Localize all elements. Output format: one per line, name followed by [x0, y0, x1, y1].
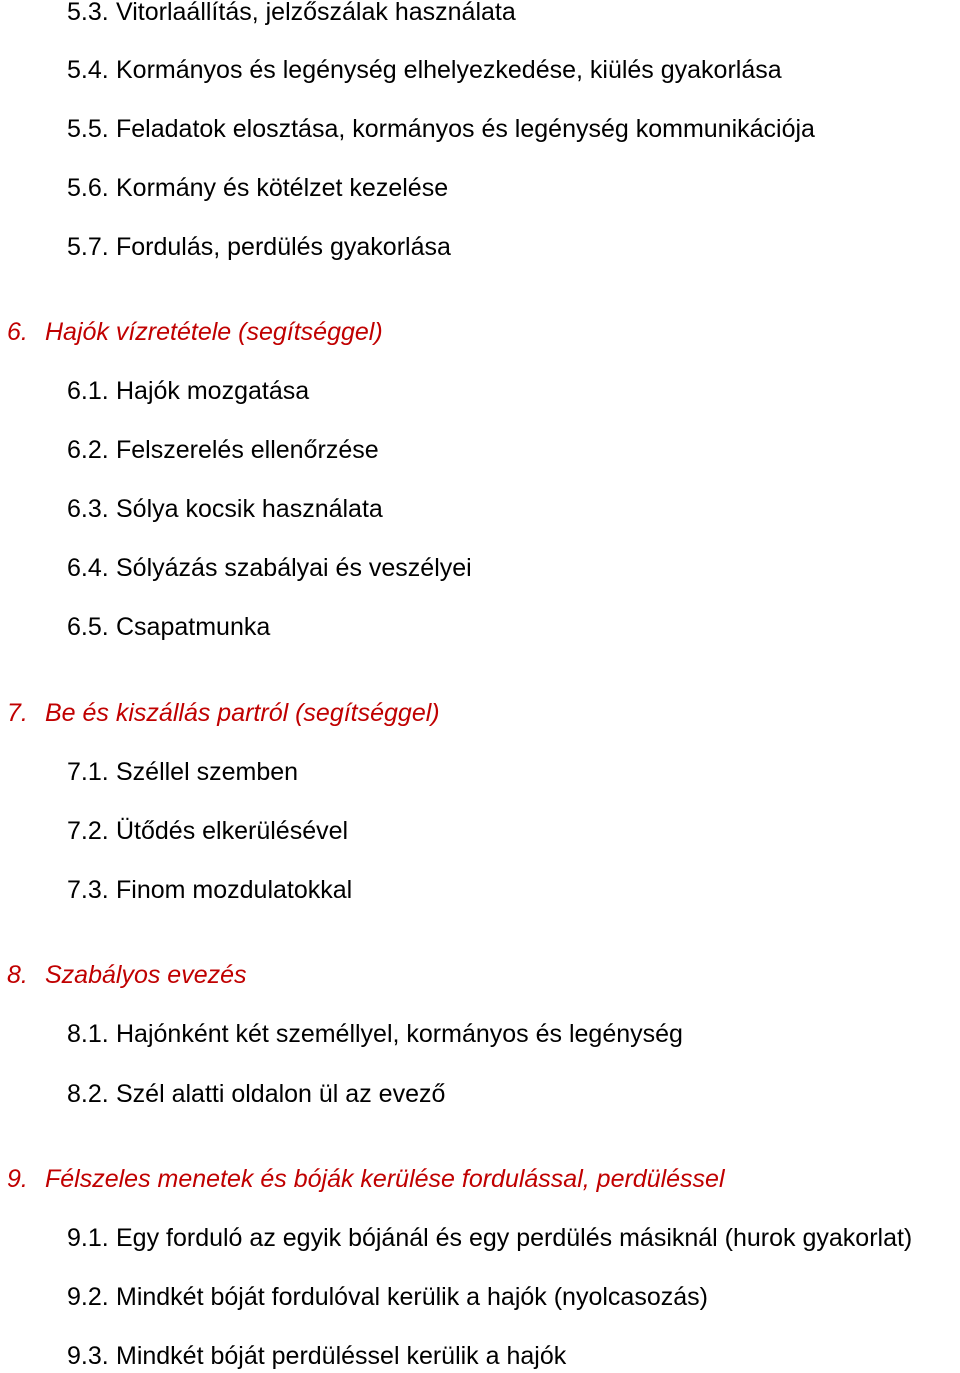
- item-text: Finom mozdulatokkal: [116, 876, 353, 904]
- section-title: Be és kiszállás partról (segítséggel): [45, 699, 440, 727]
- item-text: Hajók mozgatása: [116, 377, 310, 405]
- item-text: Felszerelés ellenőrzése: [116, 436, 379, 464]
- item-text: Sólya kocsik használata: [116, 495, 383, 523]
- item-number: 9.2.: [67, 1283, 109, 1311]
- item-text: Kormány és kötélzet kezelése: [116, 174, 449, 202]
- item-text: Csapatmunka: [116, 613, 271, 641]
- item-number: 9.3.: [67, 1342, 109, 1370]
- item-text: Feladatok elosztása, kormányos és legénység kommunikációja: [116, 115, 815, 143]
- section-number: 8.: [7, 961, 28, 989]
- section-title: Szabályos evezés: [45, 961, 247, 989]
- item-text: Kormányos és legénység elhelyezkedése, kiülés gyakorlása: [116, 56, 782, 84]
- item-number: 6.1.: [67, 377, 109, 405]
- item-number: 7.1.: [67, 758, 109, 786]
- item-number: 6.4.: [67, 554, 109, 582]
- section-number: 7.: [7, 699, 28, 727]
- item-number: 5.5.: [67, 115, 109, 143]
- item-number: 6.3.: [67, 495, 109, 523]
- section-number: 6.: [7, 318, 28, 346]
- item-number: 9.1.: [67, 1224, 109, 1252]
- section-title: Félszeles menetek és bóják kerülése fordulással, perdüléssel: [45, 1165, 725, 1193]
- item-number: 6.5.: [67, 613, 109, 641]
- item-number: 7.2.: [67, 817, 109, 845]
- item-number: 8.2.: [67, 1080, 109, 1108]
- item-number: 7.3.: [67, 876, 109, 904]
- item-text: Fordulás, perdülés gyakorlása: [116, 233, 451, 261]
- item-text: Mindkét bóját fordulóval kerülik a hajók (nyolcasozás): [116, 1283, 708, 1311]
- item-text: Mindkét bóját perdüléssel kerülik a hajók: [116, 1342, 567, 1370]
- item-number: 5.4.: [67, 56, 109, 84]
- item-text: Sólyázás szabályai és veszélyei: [116, 554, 472, 582]
- item-number: 5.6.: [67, 174, 109, 202]
- section-title: Hajók vízretétele (segítséggel): [45, 318, 383, 346]
- item-text: Egy forduló az egyik bójánál és egy perdülés másiknál (hurok gyakorlat): [116, 1224, 913, 1252]
- item-number: 5.7.: [67, 233, 109, 261]
- section-number: 9.: [7, 1165, 28, 1193]
- item-number: 6.2.: [67, 436, 109, 464]
- item-text: Ütődés elkerülésével: [116, 817, 349, 845]
- item-number: 5.3.: [67, 0, 109, 26]
- item-text: Szél alatti oldalon ül az evező: [116, 1080, 446, 1108]
- item-text: Széllel szemben: [116, 758, 299, 786]
- item-text: Hajónként két személlyel, kormányos és legénység: [116, 1020, 683, 1048]
- item-text: Vitorlaállítás, jelzőszálak használata: [116, 0, 516, 26]
- item-number: 8.1.: [67, 1020, 109, 1048]
